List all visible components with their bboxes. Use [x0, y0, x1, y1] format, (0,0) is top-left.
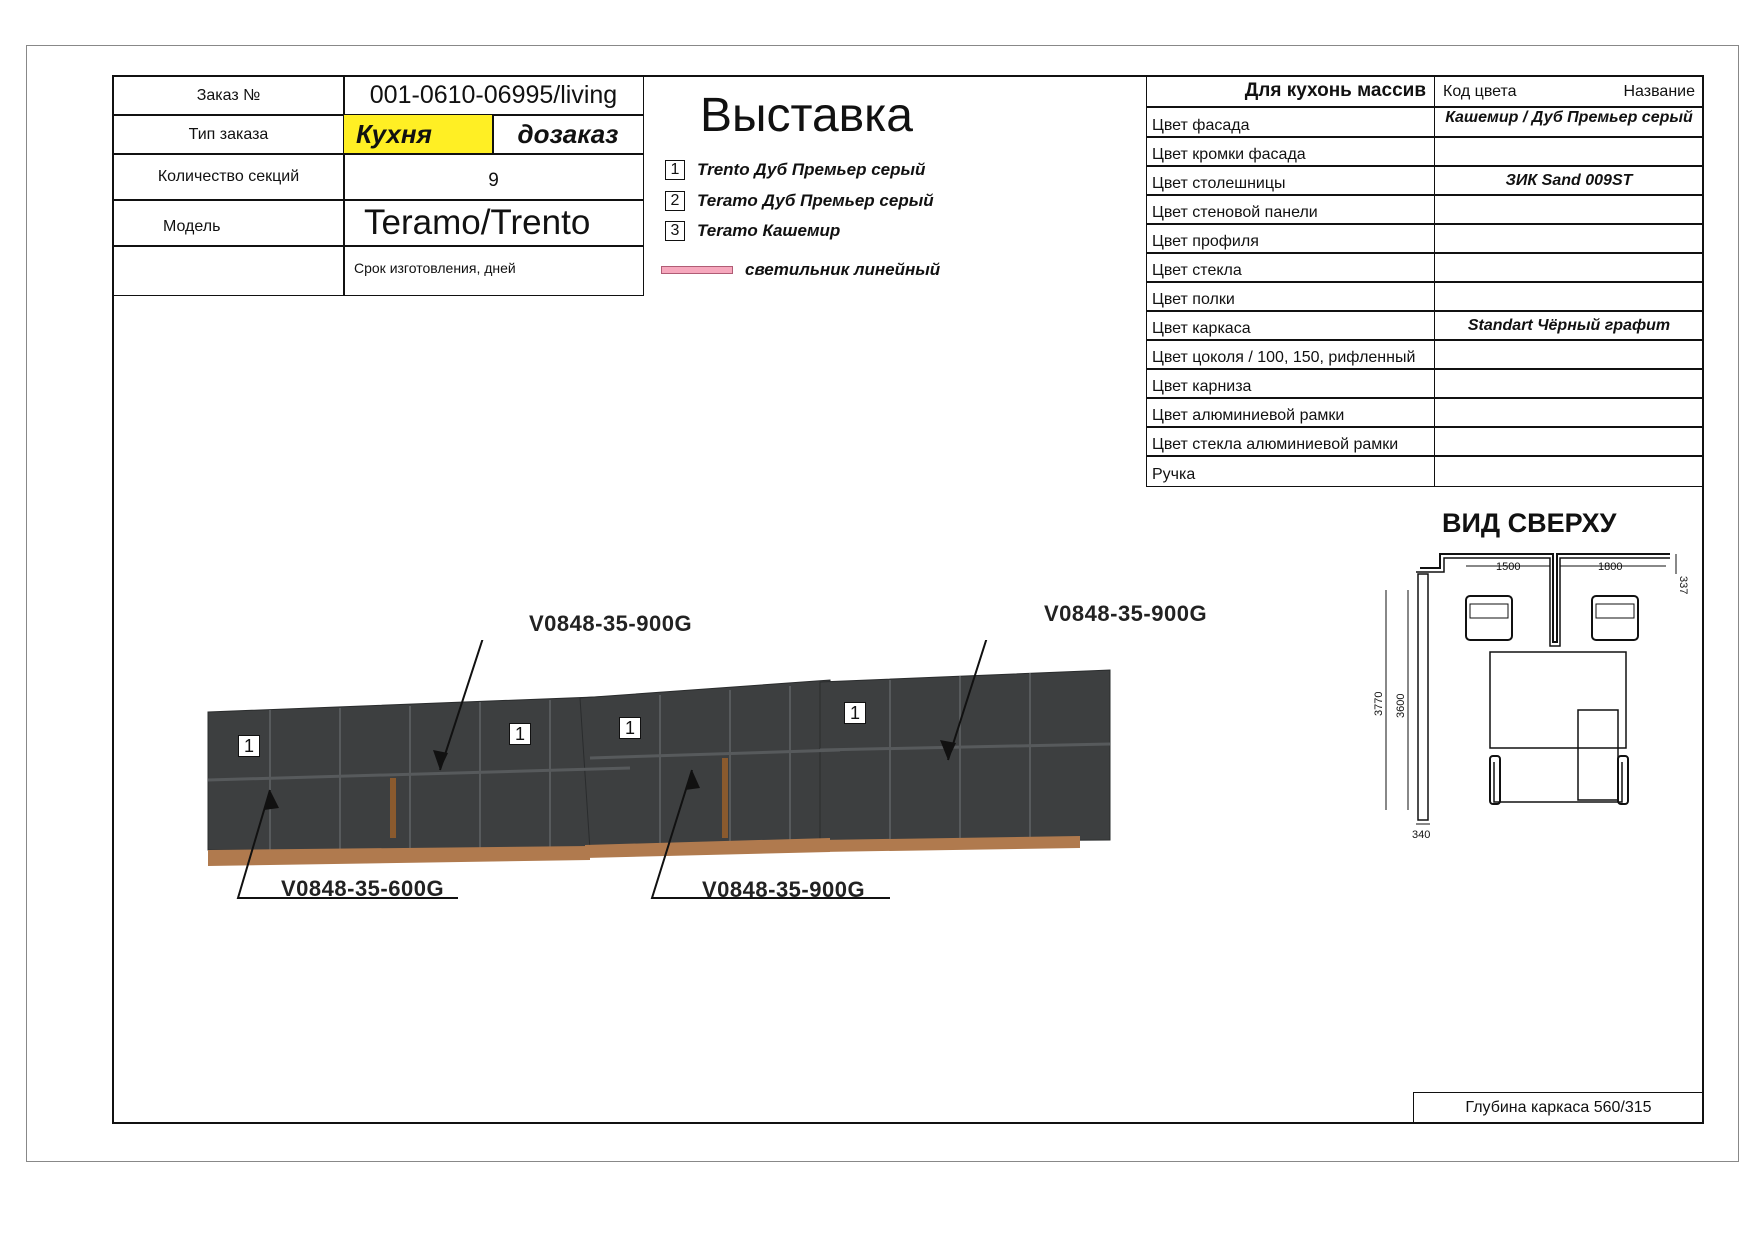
left-wall	[1418, 574, 1428, 820]
code-label-top-left: V0848-35-900G	[529, 611, 693, 636]
legend-number: 2	[665, 191, 685, 211]
spec-row-value	[1435, 137, 1703, 166]
code-label-top-right: V0848-35-900G	[1044, 601, 1208, 626]
spec-row	[1146, 165, 1704, 196]
wall-outline	[1420, 554, 1670, 642]
spec-row-name: Цвет кромки фасада	[1147, 137, 1435, 166]
spec-row-name: Цвет полки	[1147, 282, 1435, 311]
production-term-label: Срок изготовления, дней	[343, 245, 644, 296]
frame-depth: Глубина каркаса 560/315	[1413, 1092, 1704, 1124]
spec-row-name: Цвет фасада	[1147, 107, 1435, 137]
spec-row	[1146, 397, 1704, 428]
spec-row-value	[1435, 224, 1703, 253]
spec-row-value	[1435, 456, 1703, 486]
legend-item	[665, 189, 934, 213]
spec-row-value	[1435, 369, 1703, 398]
spec-row-name: Цвет алюминиевой рамки	[1147, 398, 1435, 427]
spec-row-value: ЗИК Sand 009ST	[1505, 171, 1633, 189]
spec-row-name: Ручка	[1147, 456, 1435, 486]
legend-text: Teramo Дуб Премьер серый	[697, 191, 934, 210]
spec-row	[1146, 136, 1704, 167]
cabinet-group-right	[820, 670, 1110, 842]
model-label: Модель	[112, 199, 345, 247]
armchair-right-back	[1596, 604, 1634, 618]
order-no: 001-0610-06995/living	[343, 75, 644, 116]
sections-count: 9	[343, 153, 644, 201]
legend-text: Trento Дуб Премьер серый	[697, 160, 926, 179]
legend-number: 3	[665, 221, 685, 241]
coffee-table	[1490, 652, 1626, 748]
legend-number: 1	[665, 160, 685, 180]
order-type: Кухня	[343, 114, 494, 155]
section-mark: 1	[619, 717, 641, 739]
order-no-label: Заказ №	[112, 75, 345, 116]
dim-1500: 1500	[1496, 561, 1521, 573]
spec-row-value	[1435, 398, 1703, 427]
spec-row	[1146, 106, 1704, 138]
lamp-swatch	[661, 266, 733, 274]
spec-row-name: Цвет каркаса	[1147, 311, 1435, 340]
lamp-label: светильник линейный	[745, 260, 941, 279]
decor-insert	[722, 758, 728, 838]
spec-row-name: Цвет стекла	[1147, 253, 1435, 282]
spec-row	[1146, 223, 1704, 254]
top-view-plan	[1370, 540, 1700, 850]
spec-row	[1146, 339, 1704, 370]
empty-cell	[112, 245, 345, 296]
spec-row-value: Кашемир / Дуб Премьер серый	[1445, 109, 1693, 126]
section-mark: 1	[509, 723, 531, 745]
spec-header-row	[1146, 76, 1704, 108]
cabinet-elevation	[190, 640, 1150, 900]
spec-row-name: Цвет стеновой панели	[1147, 195, 1435, 224]
spec-row	[1146, 252, 1704, 283]
spec-row	[1146, 426, 1704, 457]
spec-row-name: Цвет столешницы	[1147, 166, 1435, 195]
spec-header-title: Для кухонь массив	[1147, 77, 1435, 107]
spec-row-value	[1435, 340, 1703, 369]
code-label-bottom-right: V0848-35-900G	[702, 877, 866, 902]
spec-row-value	[1435, 427, 1703, 456]
spec-row	[1146, 368, 1704, 399]
spec-row	[1146, 281, 1704, 312]
dim-3600: 3600	[1395, 693, 1407, 718]
spec-row-value	[1435, 195, 1703, 224]
code-label-bottom-left: V0848-35-600G	[281, 876, 445, 901]
sofa-arm-left	[1490, 756, 1500, 804]
dim-3770: 3770	[1373, 691, 1385, 716]
code-header: Код цвета	[1443, 83, 1517, 100]
section-mark: 1	[844, 702, 866, 724]
sofa	[1494, 762, 1622, 802]
spec-row-value: Standart Чёрный графит	[1467, 316, 1671, 334]
model-value: Teramo/Trento	[343, 199, 644, 247]
order-type-label: Тип заказа	[112, 114, 345, 155]
legend-item	[665, 219, 840, 243]
spec-row	[1146, 455, 1704, 487]
spec-row	[1146, 310, 1704, 341]
spec-row	[1146, 194, 1704, 225]
order-kind: дозаказ	[492, 114, 644, 155]
sofa-arm-right	[1618, 756, 1628, 804]
spec-row-value	[1435, 282, 1703, 311]
legend-item	[665, 158, 925, 182]
decor-insert	[390, 778, 396, 838]
exhibit-title: Выставка	[700, 89, 913, 142]
spec-row-value	[1435, 253, 1703, 282]
armchair-left-back	[1470, 604, 1508, 618]
dim-1800: 1800	[1598, 561, 1623, 573]
spec-header-columns	[1435, 77, 1703, 107]
section-mark: 1	[238, 735, 260, 757]
top-view-title: ВИД СВЕРХУ	[1442, 508, 1617, 538]
spec-row-name: Цвет цоколя / 100, 150, рифленный	[1147, 340, 1435, 369]
name-header: Название	[1623, 83, 1695, 100]
wall-outline-inner	[1416, 558, 1670, 646]
spec-row-name: Цвет стекла алюминиевой рамки	[1147, 427, 1435, 456]
sofa-corner	[1578, 710, 1618, 800]
sections-label: Количество секций	[112, 153, 345, 201]
cabinet-group-middle	[580, 680, 840, 850]
dim-337: 337	[1677, 576, 1689, 595]
spec-row-name: Цвет карниза	[1147, 369, 1435, 398]
spec-row-name: Цвет профиля	[1147, 224, 1435, 253]
dim-340: 340	[1412, 829, 1431, 841]
legend-text: Teramo Кашемир	[697, 221, 841, 240]
